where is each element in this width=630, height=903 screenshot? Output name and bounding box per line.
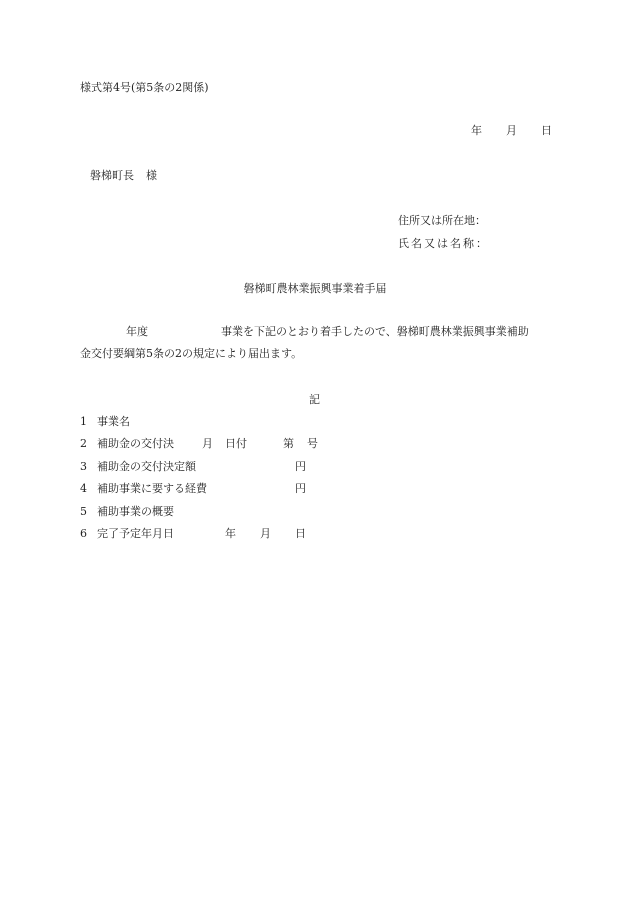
date-month: 月 [506, 124, 517, 137]
ki-heading: 記 [309, 393, 320, 406]
item-day-label: 日付 [225, 437, 247, 450]
item-number: 2 [80, 437, 87, 450]
date-year: 年 [471, 124, 482, 137]
item-unit: 円 [295, 460, 306, 473]
form-number: 様式第4号(第5条の2関係) [80, 81, 209, 94]
date-day: 日 [541, 124, 552, 137]
name-label: 氏名又は名称： [398, 237, 489, 250]
body-line-2: 金交付要綱第5条の2の規定により届出ます。 [80, 347, 303, 360]
addressee-honorific: 様 [146, 169, 157, 182]
item-label: 補助事業に要する経費 [97, 482, 207, 495]
body-fiscal-year: 年度 [126, 325, 148, 338]
addressee-name: 磐梯町長 [90, 169, 134, 182]
body-text-1: 事業を下記のとおり着手したので、磐梯町農林業振興事業補助 [221, 325, 529, 338]
item-day: 日 [295, 527, 306, 540]
item-number: 4 [80, 482, 87, 495]
addressee [90, 169, 157, 183]
item-month: 月 [260, 527, 271, 540]
item-month: 月 [202, 437, 213, 450]
address-label: 住所又は所在地： [398, 214, 486, 227]
item-label: 補助事業の概要 [97, 505, 174, 518]
item-year: 年 [225, 527, 236, 540]
item-go: 号 [307, 437, 318, 450]
document-title: 磐梯町農林業振興事業着手届 [243, 282, 387, 295]
item-number: 6 [80, 527, 87, 540]
item-label: 補助金の交付決定額 [97, 460, 196, 473]
item-number: 1 [80, 415, 87, 428]
item-label: 完了予定年月日 [97, 527, 174, 540]
item-number: 3 [80, 460, 87, 473]
item-number: 5 [80, 505, 87, 518]
item-unit: 円 [295, 482, 306, 495]
item-dai: 第 [283, 437, 294, 450]
item-label: 補助金の交付決 [97, 437, 174, 450]
item-label: 事業名 [97, 415, 130, 428]
